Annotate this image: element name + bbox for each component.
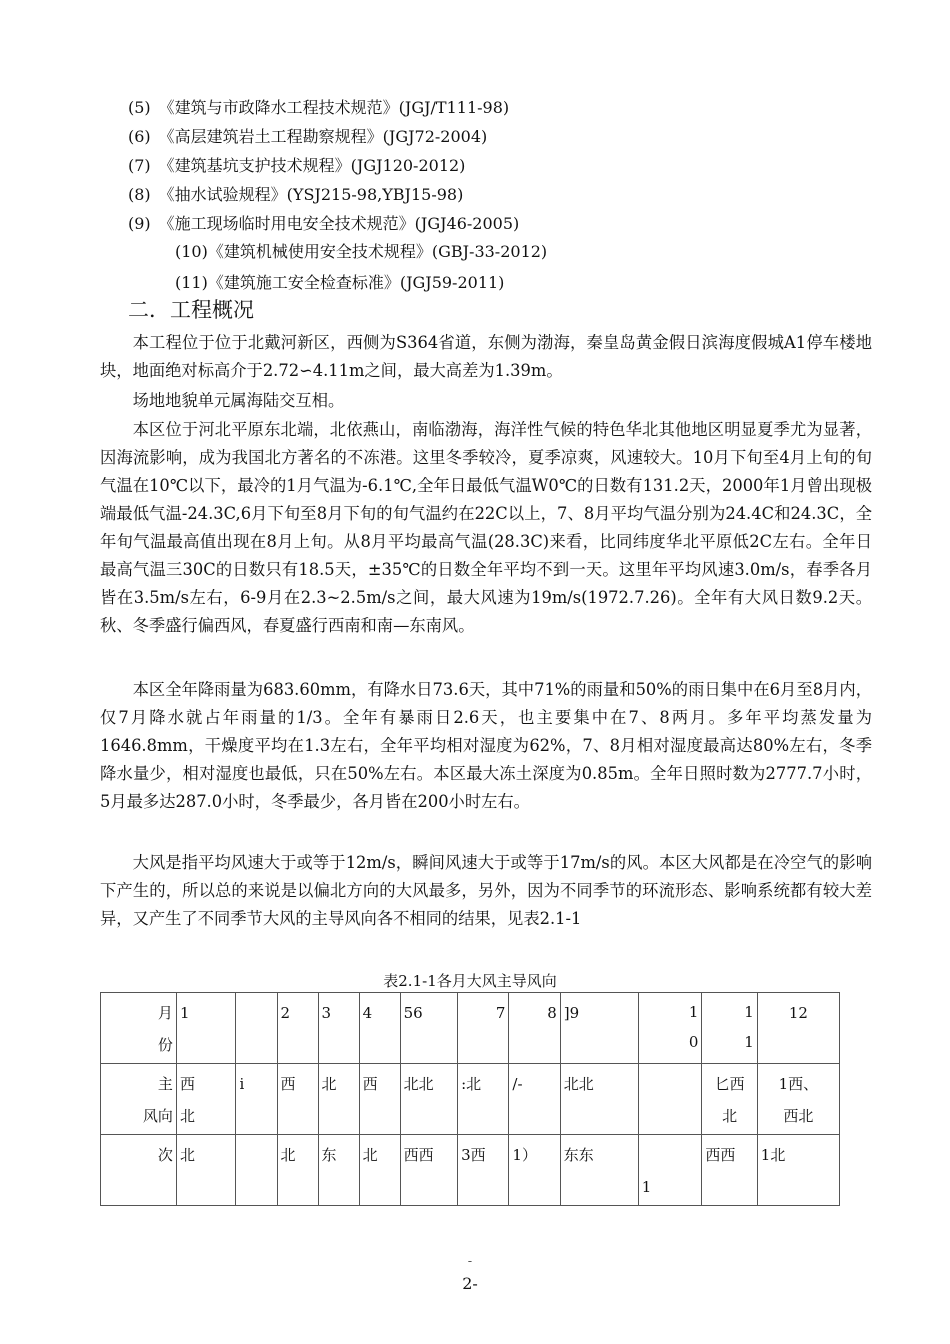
table-cell: 西 北 (176, 1064, 236, 1135)
table-cell: 4 (359, 993, 400, 1064)
reference-item: (11)《建筑施工安全检查标准》(JGJ59-2011) (175, 273, 505, 292)
table-cell: 月 份 (101, 993, 177, 1064)
paragraph-landform: 场地地貌单元属海陆交互相。 (132, 391, 345, 410)
table-cell: 次 (101, 1135, 177, 1206)
table-cell: :北 (458, 1064, 509, 1135)
table-cell: 1 0 (638, 993, 702, 1064)
table-cell: 3 (318, 993, 359, 1064)
footer-mark: - (467, 1254, 473, 1269)
paragraph-precipitation: 本区全年降雨量为683.60mm，有降水日73.6天，其中71%的雨量和50%的雨日集中在6月至8月内，仅7月降水就占年雨量的1/3。全年有暴雨日2.6天，也主要集中在7、8两月。多年平均蒸发量为1646.8mm，干燥度平均在1.3左右，全年平均相对湿度为62%，7、8月相对湿度最高达80%左右，冬季降水量少，相对湿度也最低，只在50%左右。本区最大冻土深度为0.85m。全年日照时数为2777.7小时，5月最多达287.0小时，冬季最少，各月皆在200小时左右。 (100, 680, 872, 811)
paragraph-strong-wind: 大风是指平均风速大于或等于12m/s，瞬间风速大于或等于17m/s的风。本区大风都是在冷空气的影响下产生的，所以总的来说是以偏北方向的大风最多，另外，因为不同季节的环流形态、影响系统都有较大差异，又产生了不同季节大风的主导风向各不相同的结果，见表2.1-1 (100, 853, 872, 928)
table-cell: 北 (318, 1064, 359, 1135)
reference-item: (6) 《高层建筑岩土工程勘察规程》(JGJ72-2004) (128, 127, 488, 146)
table-cell: 匕西 北 (702, 1064, 757, 1135)
paragraph-climate: 本区位于河北平原东北端，北依燕山，南临渤海，海洋性气候的特色华北其他地区明显夏季尤为显著，因海流影响，成为我国北方著名的不冻港。这里冬季较冷，夏季凉爽，风速较大。10月下旬至4月上旬的旬气温在10℃以下，最冷的1月气温为-6.1℃,全年日最低气温W0℃的日数有131.2天，2000年1月曾出现极端最低气温-24.3C,6月下旬至8月下旬的旬气温约在22C以上，7、8月平均气温分别为24.4C和24.3C，全年旬气温最高值出现在8月上旬。从8月平均最高气温(28.3C)来看，比同纬度华北平原低2C左右。全年日最高气温三30C的日数只有18.5天，±35℃的日数全年平均不到一天。这里年平均风速3.0m/s，春季各月皆在3.5m/s左右，6-9月在2.3~2.5m/s之间，最大风速为19m/s(1972.7.26)。全年有大风日数9.2天。秋、冬季盛行偏西风，春夏盛行西南和南—东南风。 (100, 420, 872, 635)
table-cell (236, 993, 277, 1064)
table-cell: 西 (277, 1064, 318, 1135)
table-cell: 1 1 (702, 993, 757, 1064)
table-cell: 东 (318, 1135, 359, 1206)
table-cell: 1 (638, 1135, 702, 1206)
table-cell: /- (509, 1064, 560, 1135)
table-cell: 西西 (702, 1135, 757, 1206)
table-cell: i (236, 1064, 277, 1135)
reference-item: (7) 《建筑基坑支护技术规程》(JGJ120-2012) (128, 156, 466, 175)
table-row (101, 1135, 840, 1206)
paragraph-location: 本工程位于位于北戴河新区，西侧为S364省道，东侧为渤海，秦皇岛黄金假日滨海度假城A1停车楼地块，地面绝对标高介于2.72∽4.11m之间，最大高差为1.39m。 (100, 333, 872, 380)
table-cell: 北北 (400, 1064, 457, 1135)
reference-item: (8) 《抽水试验规程》(YSJ215-98,YBJ15-98) (128, 185, 464, 204)
table-cell: 主 风向 (101, 1064, 177, 1135)
table-cell: 7 (458, 993, 509, 1064)
table-row (101, 1064, 840, 1135)
table-cell (236, 1135, 277, 1206)
table-cell (638, 1064, 702, 1135)
table-row (101, 993, 840, 1064)
table-cell: 3西 (458, 1135, 509, 1206)
table-cell: 东东 (560, 1135, 638, 1206)
table-cell: 北 (277, 1135, 318, 1206)
page-number: 2- (462, 1274, 478, 1293)
table-cell: 2 (277, 993, 318, 1064)
reference-item: (9) 《施工现场临时用电安全技术规范》(JGJ46-2005) (128, 214, 520, 233)
table-cell: ]9 (560, 993, 638, 1064)
section-heading: 二．工程概况 (128, 298, 254, 322)
wind-direction-table (100, 992, 840, 1206)
table-cell: 北 (359, 1135, 400, 1206)
reference-item: (10)《建筑机械使用安全技术规程》(GBJ-33-2012) (175, 242, 548, 261)
table-cell: 北北 (560, 1064, 638, 1135)
table-cell: 56 (400, 993, 457, 1064)
table-caption: 表2.1-1各月大风主导风向 (383, 972, 557, 990)
table-cell: 北 (176, 1135, 236, 1206)
table-cell: 西西 (400, 1135, 457, 1206)
reference-item: (5) 《建筑与市政降水工程技术规范》(JGJ/T111-98) (128, 98, 510, 117)
table-cell: 1） (509, 1135, 560, 1206)
table-cell: 1 (176, 993, 236, 1064)
table-cell: 12 (757, 993, 839, 1064)
table-cell: 8 (509, 993, 560, 1064)
table-cell: 1西、 西北 (757, 1064, 839, 1135)
table-cell: 西 (359, 1064, 400, 1135)
table-cell: 1北 (757, 1135, 839, 1206)
